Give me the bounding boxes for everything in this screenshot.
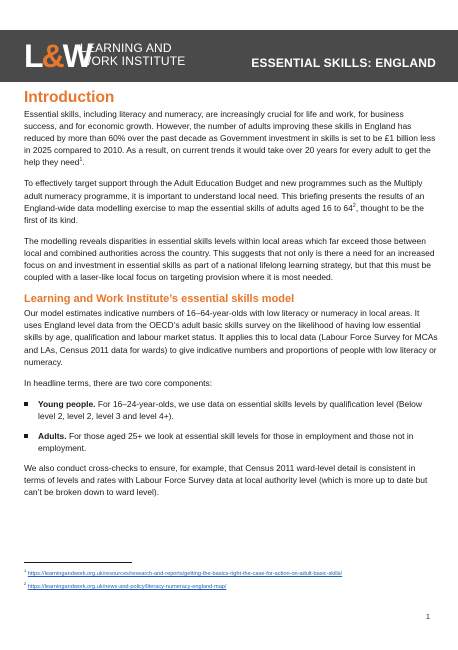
intro-p1-end: . — [82, 157, 85, 168]
model-paragraph-1: Our model estimates indicative numbers of 16–64-year-olds with low literacy or numeracy in local areas. It uses England level data from the OECD’s adult basic skills survey on the likelihood of having low essential skills by age, qualification and labour market status. It applies this to local data (Labour Force Survey for MCAs and LAs, Census 2011 data for wards) to give indicative numbers and proportions of people with low literacy or numeracy. — [24, 308, 438, 367]
bullet-icon — [24, 434, 28, 438]
bullet-title-adults: Adults. — [38, 430, 67, 441]
list-item — [24, 430, 438, 454]
logo-letter-w: W — [62, 38, 91, 74]
components-list — [24, 398, 438, 454]
footnote-number: 1 — [24, 568, 27, 573]
main-content — [24, 88, 438, 507]
bullet-title-young-people: Young people. — [38, 398, 96, 409]
lw-logo — [24, 36, 91, 76]
footnote-divider — [24, 562, 132, 563]
org-name — [80, 42, 185, 68]
bullet-text: For 16–24-year-olds, we use data on essential skills levels by qualification level (Below level 2, level 2, level 3 and level 4+). — [38, 398, 422, 421]
org-name-line1: LEARNING AND — [80, 41, 172, 55]
page-header — [0, 30, 458, 82]
footnote-ref-1[interactable]: 1 — [79, 157, 83, 164]
document-title: ESSENTIAL SKILLS: ENGLAND — [251, 56, 436, 70]
model-paragraph-2: In headline terms, there are two core components: — [24, 377, 213, 388]
intro-paragraph-2 — [24, 177, 438, 225]
model-paragraph-3: We also conduct cross-checks to ensure, for example, that Census 2011 ward-level detail is consistent in terms of levels and rates with Labour Force Survey data at local authority level (which is more up to date but can’t be broken down to ward level). — [24, 463, 428, 498]
footnote-number: 2 — [24, 581, 27, 587]
model-heading: Learning and Work Institute’s essential skills model — [24, 293, 295, 306]
logo-ampersand: & — [41, 38, 63, 74]
introduction-heading: Introduction — [24, 89, 115, 106]
footnote-2-link[interactable]: https://learningandwork.org.uk/news-and-policy/literacy-numeracy-england-map/ — [27, 583, 227, 590]
page-number: 1 — [426, 614, 430, 621]
bullet-icon — [24, 402, 28, 406]
intro-p2-text: To effectively target support through the Adult Education Budget and new programmes such as the Multiply adult numeracy programme, it is important to understand local need. This briefing presents the results of an England-wide data modelling exercise to map the essential skills of adults aged 16 to 64 — [24, 178, 425, 213]
logo-letter-l: L — [24, 38, 42, 74]
org-name-line2: WORK INSTITUTE — [80, 54, 186, 68]
bullet-text: For those aged 25+ we look at essential skill levels for those in employment and those not in employment. — [38, 430, 414, 454]
list-item — [24, 398, 438, 422]
footnote-2 — [24, 580, 438, 591]
footnote-1-link[interactable]: https://learningandwork.org.uk/resources/research-and-reports/getting-the-basics-right-the-case-for-action-on-adult-basic-skills/ — [27, 570, 343, 577]
footnotes — [24, 562, 438, 593]
intro-p1-text: Essential skills, including literacy and numeracy, are increasingly crucial for life and work, for business success, and for economic growth. However, the number of adults improving these skills in England has reduced by more than 60% over the past decade as Government investment in skills is set to be £1 billion less in 2025 compared to 2010. As a result, on current trends it would take over 20 years for every adult to get the help they need — [24, 109, 436, 168]
intro-paragraph-1 — [24, 108, 438, 168]
intro-p2-end: , thought to be the first of its kind. — [24, 202, 424, 225]
footnote-1 — [24, 567, 438, 578]
intro-paragraph-3: The modelling reveals disparities in essential skills levels within local areas which far exceed those between local and combined authorities across the country. This suggests that not only is there a need for an increased focus on and investment in essential skills as part of a national lifelong learning strategy, but that this must be coupled with a laser-like local focus on targeting provision where it is most needed. — [24, 235, 435, 283]
footnote-ref-2[interactable]: 2 — [352, 202, 356, 209]
